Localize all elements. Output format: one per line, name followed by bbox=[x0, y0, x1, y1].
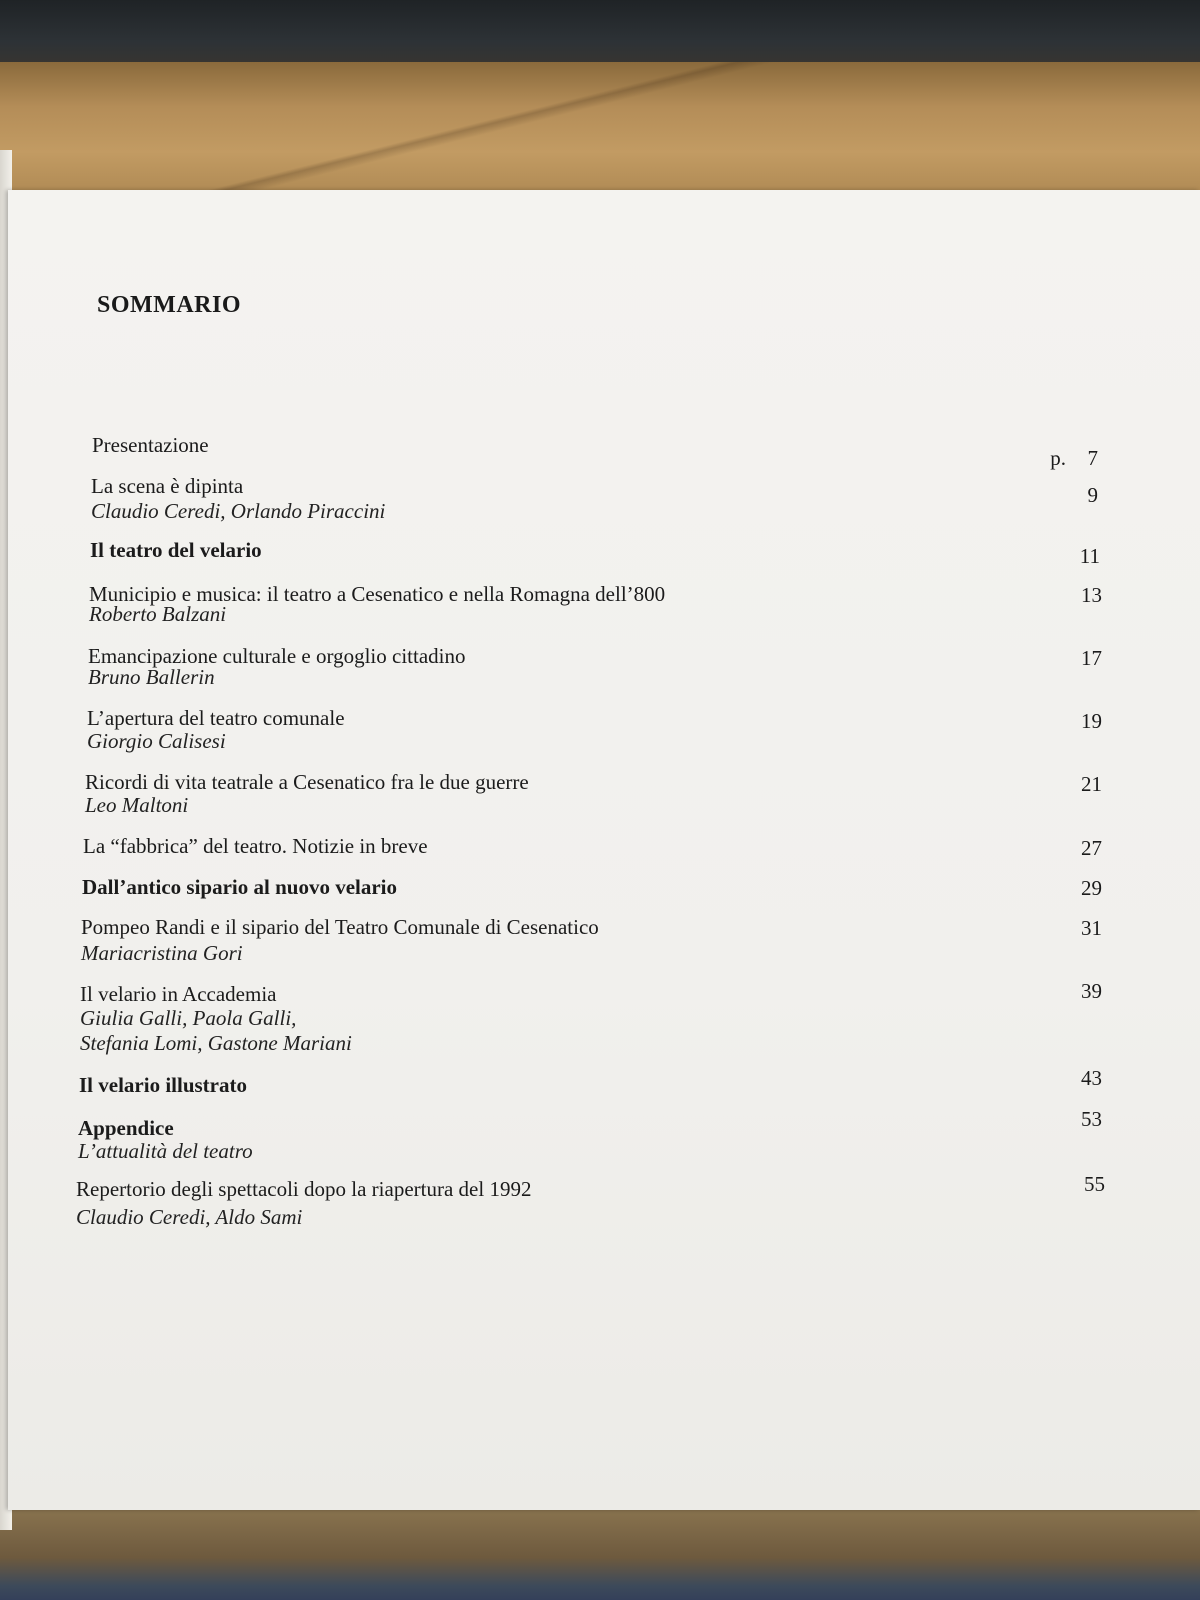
toc-entry-author: Giulia Galli, Paola Galli, bbox=[80, 1006, 297, 1030]
toc-entry-page: 21 bbox=[1081, 772, 1102, 796]
toc-section-title: Appendice bbox=[78, 1116, 174, 1140]
toc-section-title: Il teatro del velario bbox=[90, 538, 262, 562]
desk-background-top bbox=[0, 0, 1200, 70]
toc-entry-author: Claudio Ceredi, Aldo Sami bbox=[76, 1205, 303, 1229]
toc-entry-title: Presentazione bbox=[92, 433, 209, 457]
wooden-surface-bottom bbox=[0, 1505, 1200, 1600]
toc-entry-author: Roberto Balzani bbox=[89, 602, 227, 626]
toc-entry-page: 29 bbox=[1081, 876, 1102, 900]
toc-entry-page: 27 bbox=[1081, 836, 1102, 860]
toc-entry-page: 43 bbox=[1081, 1066, 1102, 1090]
toc-entry-page: 7 bbox=[1087, 446, 1098, 470]
toc-entry-author: Bruno Ballerin bbox=[88, 665, 215, 689]
toc-section-title: Il velario illustrato bbox=[79, 1073, 247, 1097]
toc-entry-page: 31 bbox=[1081, 916, 1102, 940]
toc-entry-page: 19 bbox=[1081, 709, 1102, 733]
toc-section-title: Dall’antico sipario al nuovo velario bbox=[82, 875, 397, 899]
toc-entry-page: 39 bbox=[1081, 979, 1102, 1003]
toc-entry-title: Ricordi di vita teatrale a Cesenatico fra le due guerre bbox=[85, 770, 529, 794]
toc-entry-page: 17 bbox=[1081, 646, 1102, 670]
toc-entry-page: 13 bbox=[1081, 583, 1102, 607]
toc-entry-title: Pompeo Randi e il sipario del Teatro Comunale di Cesenatico bbox=[81, 915, 599, 939]
toc-entry-author: Mariacristina Gori bbox=[81, 941, 243, 965]
toc-entry-author: Giorgio Calisesi bbox=[87, 729, 226, 753]
toc-entry-page: 53 bbox=[1081, 1107, 1102, 1131]
toc-entry-title: Repertorio degli spettacoli dopo la riapertura del 1992 bbox=[76, 1177, 532, 1201]
toc-entry-author: L’attualità del teatro bbox=[78, 1139, 253, 1163]
page-title: SOMMARIO bbox=[97, 292, 241, 318]
toc-entry-title: La scena è dipinta bbox=[91, 474, 244, 498]
toc-entry-title: Il velario in Accademia bbox=[80, 982, 277, 1006]
toc-entry-title: Municipio e musica: il teatro a Cesenatico e nella Romagna dell’800 bbox=[89, 582, 666, 606]
toc-entry-title: La “fabbrica” del teatro. Notizie in breve bbox=[83, 834, 428, 858]
toc-entry-author: Claudio Ceredi, Orlando Piraccini bbox=[91, 499, 386, 523]
page-prefix: p. bbox=[1050, 446, 1066, 470]
toc-entry-page: 9 bbox=[1087, 483, 1098, 507]
toc-entry-author: Stefania Lomi, Gastone Mariani bbox=[80, 1031, 352, 1055]
toc-entry-author: Leo Maltoni bbox=[85, 793, 189, 817]
toc-entry-title: L’apertura del teatro comunale bbox=[87, 706, 345, 730]
toc-entry-page: 11 bbox=[1079, 544, 1100, 568]
toc-entry-page: 55 bbox=[1084, 1172, 1105, 1196]
toc-entry-title: Emancipazione culturale e orgoglio cittadino bbox=[88, 644, 466, 668]
